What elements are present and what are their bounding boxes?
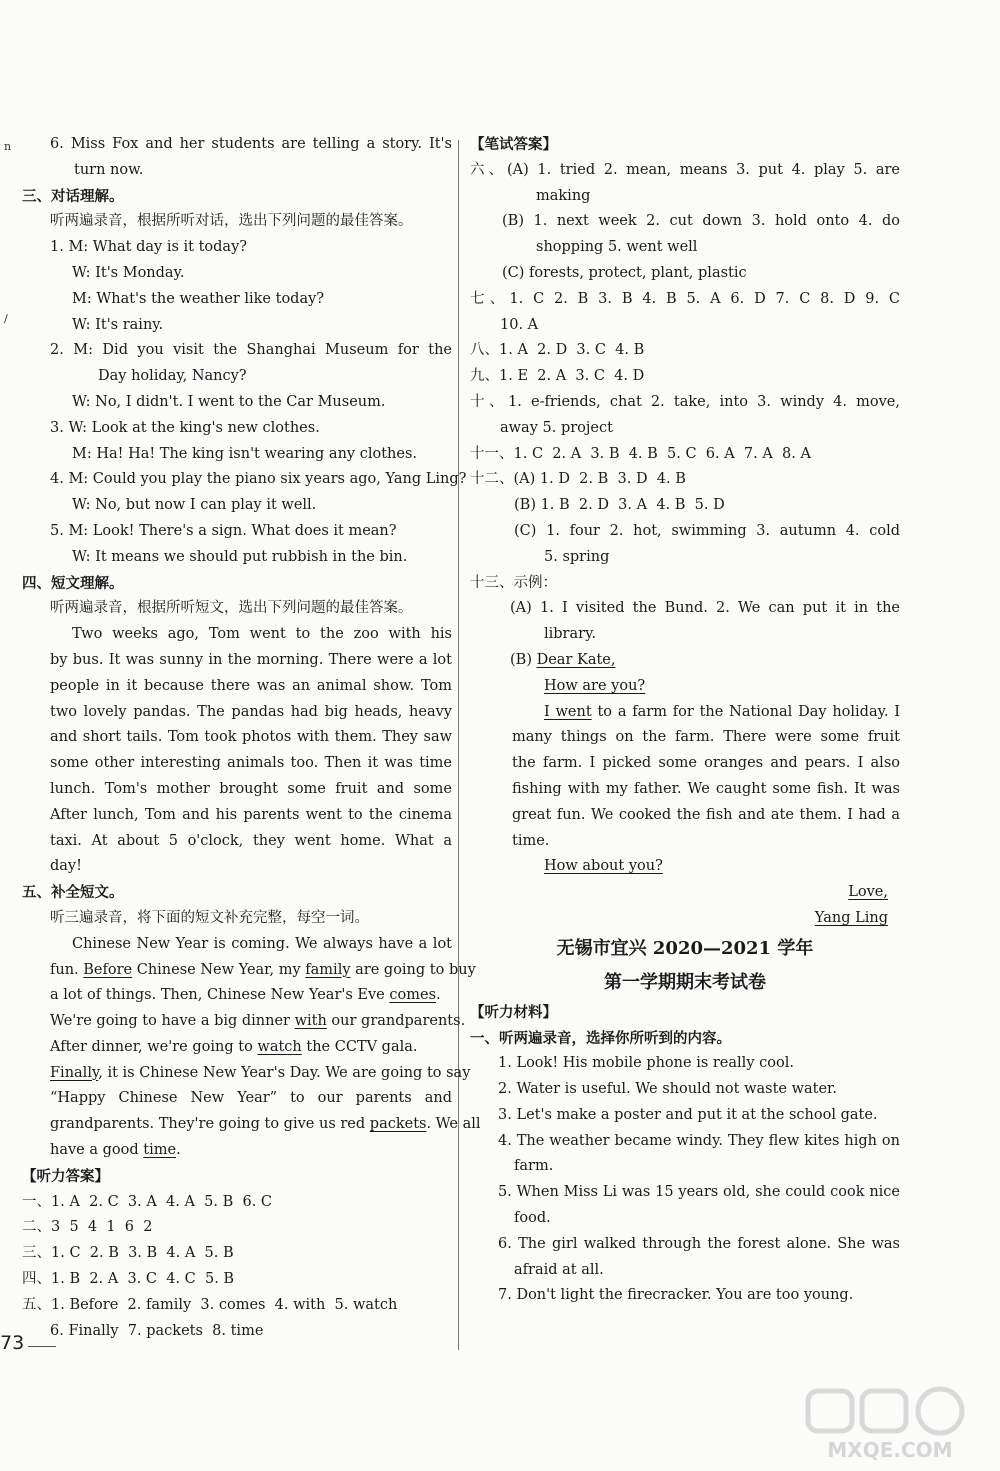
page-number-rule [28, 1346, 56, 1347]
answer-line: (A) 1. I visited the Bund. 2. We can put it in the [510, 600, 900, 617]
passage-line [22, 1138, 452, 1164]
passage-line [22, 1035, 452, 1061]
passage-line: “Happy Chinese New Year” to our parents and [50, 1090, 452, 1107]
listening-item: farm. [514, 1158, 554, 1175]
passage-line: by bus. It was sunny in the morning. There were a lot [50, 651, 452, 668]
passage-line: After lunch, Tom and his parents went to the cinema [50, 806, 452, 823]
text: After dinner, we're going to [50, 1038, 258, 1055]
passage-line: some other interesting animals too. Then it was time [50, 755, 452, 772]
answer-line: library. [544, 626, 596, 643]
right-column [470, 132, 900, 1309]
underlined-text: Dear Kate, [536, 651, 616, 668]
section-heading: 三、对话理解。 [22, 187, 124, 205]
filled-blank: packets [369, 1116, 427, 1133]
dialogue-line: W: It's Monday. [72, 264, 185, 281]
filled-blank: Finally [50, 1064, 99, 1081]
answer-line: 六、(A) 1. tried 2. mean, means 3. put 4. play 5. are [470, 161, 900, 178]
answer-line [470, 648, 900, 674]
answer-line: 6. Finally 7. packets 8. time [50, 1322, 264, 1339]
dialogue-line: M: Ha! Ha! The king isn't wearing any clothes. [72, 445, 417, 462]
answer-line: 10. A [500, 316, 539, 333]
underlined-text: I went [544, 703, 592, 720]
filled-blank: time [143, 1142, 177, 1159]
underlined-text: Yang Ling [814, 909, 888, 926]
passage-line: taxi. At about 5 o'clock, they went home. What a [50, 832, 452, 849]
passage-line: and short tails. Tom took photos with them. They saw [50, 729, 452, 746]
letter-line [470, 880, 900, 906]
answer-line: 十一、1. C 2. A 3. B 4. B 5. C 6. A 7. A 8. A [470, 445, 811, 462]
passage-line: two lovely pandas. The pandas had big heads, heavy [50, 703, 452, 720]
letter-line [470, 700, 900, 726]
filled-blank: Before [83, 961, 133, 978]
dialogue-line: 3. W: Look at the king's new clothes. [50, 419, 320, 436]
instruction: 一、听两遍录音，选择你所听到的内容。 [470, 1029, 731, 1047]
instruction: 听两遍录音，根据所听短文，选出下列问题的最佳答案。 [50, 600, 413, 617]
dialogue-line: W: It's rainy. [72, 316, 164, 333]
exam-subtitle: 第一学期期末考试卷 [604, 971, 766, 993]
passage-line: day! [50, 858, 82, 875]
dialogue-line: W: No, I didn't. I went to the Car Museum. [72, 393, 386, 410]
letter-line: fishing with my father. We caught some fish. It was [512, 780, 900, 797]
passage-line [22, 958, 476, 984]
answer-line: 5. spring [544, 548, 610, 565]
passage-line: a lot of things. Then, Chinese New Year's Eve comes. [50, 987, 441, 1004]
answer-line: 四、1. B 2. A 3. C 4. C 5. B [22, 1271, 235, 1288]
letter-line: the farm. I picked some oranges and pears. I also [512, 755, 900, 772]
passage-line [22, 1112, 481, 1138]
left-column [22, 132, 481, 1344]
text: (B) [510, 651, 537, 668]
dialogue-line: 4. M: Could you play the piano six years ago, Yang Ling? [50, 471, 467, 488]
underlined-text: How about you? [544, 858, 663, 875]
passage-line: lunch. Tom's mother brought some fruit and some [50, 780, 452, 797]
answer-line: (C) forests, protect, plant, plastic [502, 264, 747, 281]
text: have a good [50, 1142, 144, 1159]
listening-item: 3. Let's make a poster and put it at the school gate. [498, 1106, 878, 1123]
listening-item: 1. Look! His mobile phone is really cool. [498, 1055, 794, 1072]
text: the CCTV gala. [301, 1038, 418, 1055]
filled-blank: watch [257, 1038, 302, 1055]
section-heading: 四、短文理解。 [22, 574, 124, 592]
dialogue-line: W: No, but now I can play it well. [72, 497, 317, 514]
dialogue-line: 2. M: Did you visit the Shanghai Museum for the [50, 342, 452, 359]
answer-heading: 【笔试答案】 [470, 136, 557, 153]
watermark-text: MXQE.COM [827, 1438, 953, 1462]
exam-title: 无锡市宜兴 2020—2021 学年 [556, 937, 814, 959]
text: We're going to have a big dinner [50, 1013, 295, 1030]
listening-item: 4. The weather became windy. They flew kites high on [498, 1132, 900, 1149]
instruction: 听三遍录音，将下面的短文补充完整，每空一词。 [50, 909, 369, 926]
passage-line: people in it because there was an animal show. Tom [50, 677, 452, 694]
column-divider [458, 140, 459, 1350]
answer-line: 七、1. C 2. B 3. B 4. B 5. A 6. D 7. C 8. D 9. C [470, 290, 900, 307]
answer-line: 三、1. C 2. B 3. B 4. A 5. B [22, 1245, 234, 1262]
filled-blank: family [305, 961, 351, 978]
text: Chinese New Year, my [132, 961, 306, 978]
answer-line: 二、3 5 4 1 6 2 [22, 1219, 153, 1236]
listening-item: afraid at all. [514, 1261, 604, 1278]
answer-line: 十三、示例： [470, 574, 557, 591]
text: grandparents. They're going to give us red [50, 1116, 370, 1133]
text: , it is Chinese New Year's Day. We are going to say [98, 1064, 471, 1081]
answer-line: 十、1. e-friends, chat 2. take, into 3. windy 4. move, [470, 393, 900, 410]
answer-line: 八、1. A 2. D 3. C 4. B [470, 342, 645, 359]
text: our grandparents. [326, 1013, 466, 1030]
dialogue-line: 1. M: What day is it today? [50, 239, 248, 256]
answer-line: (C) 1. four 2. hot, swimming 3. autumn 4. cold [514, 522, 900, 539]
answer-line: (B) 1. next week 2. cut down 3. hold onto 4. do [502, 213, 900, 230]
letter-line: great fun. We cooked the fish and ate them. I had a [512, 806, 900, 823]
text: . [176, 1142, 181, 1159]
text-line: 6. Miss Fox and her students are telling a story. It's [50, 136, 452, 152]
edge-mark: / [4, 312, 8, 325]
answer-line: making [536, 187, 591, 204]
letter-line: time. [512, 832, 550, 849]
passage-line [22, 1009, 466, 1035]
watermark-logo [790, 1385, 990, 1465]
text: a lot of things. Then, Chinese New Year's Eve [50, 987, 390, 1004]
answer-line: 九、1. E 2. A 3. C 4. D [470, 368, 645, 385]
text-line: turn now. [74, 161, 144, 178]
edge-mark: n [4, 140, 12, 153]
passage-line: Chinese New Year is coming. We always have a lot [72, 935, 452, 952]
listening-item: food. [514, 1210, 551, 1227]
letter-line [470, 906, 900, 932]
passage-line [22, 1061, 471, 1087]
filled-blank: comes [389, 987, 437, 1004]
section-heading: 【听力材料】 [470, 1003, 557, 1021]
page-number: 73 [0, 1332, 25, 1354]
answer-line: 五、1. Before 2. family 3. comes 4. with 5. watch [22, 1296, 398, 1313]
dialogue-line: 5. M: Look! There's a sign. What does it mean? [50, 522, 397, 539]
answer-line: away 5. project [500, 419, 613, 436]
dialogue-line: Day holiday, Nancy? [98, 368, 247, 385]
answer-line: 十二、(A) 1. D 2. B 3. D 4. B [470, 471, 686, 488]
text: . We all [426, 1116, 481, 1133]
underlined-text: Love, [848, 884, 888, 901]
answer-line: shopping 5. went well [536, 239, 698, 256]
listening-item: 2. Water is useful. We should not waste water. [498, 1081, 838, 1098]
instruction: 听两遍录音，根据所听对话，选出下列问题的最佳答案。 [50, 213, 413, 230]
letter-line: many things on the farm. There were some fruit [512, 729, 900, 746]
dialogue-line: W: It means we should put rubbish in the bin. [72, 548, 408, 565]
text: to a farm for the National Day holiday. I [597, 703, 900, 720]
text: fun. [50, 961, 84, 978]
passage-line: Two weeks ago, Tom went to the zoo with his [72, 626, 452, 643]
dialogue-line: M: What's the weather like today? [72, 290, 325, 307]
answer-line: (B) 1. B 2. D 3. A 4. B 5. D [514, 497, 725, 514]
filled-blank: with [294, 1013, 327, 1030]
listening-item: 7. Don't light the firecracker. You are too young. [498, 1287, 854, 1304]
answer-line [470, 674, 900, 700]
section-heading: 五、补全短文。 [22, 884, 124, 902]
listening-item: 5. When Miss Li was 15 years old, she could cook nice [498, 1184, 900, 1201]
underlined-text: How are you? [544, 677, 646, 694]
listening-item: 6. The girl walked through the forest alone. She was [498, 1235, 900, 1252]
text: are going to buy [350, 961, 476, 978]
letter-line [470, 854, 900, 880]
answer-line: 一、1. A 2. C 3. A 4. A 5. B 6. C [22, 1193, 273, 1210]
answer-heading: 【听力答案】 [22, 1167, 109, 1185]
